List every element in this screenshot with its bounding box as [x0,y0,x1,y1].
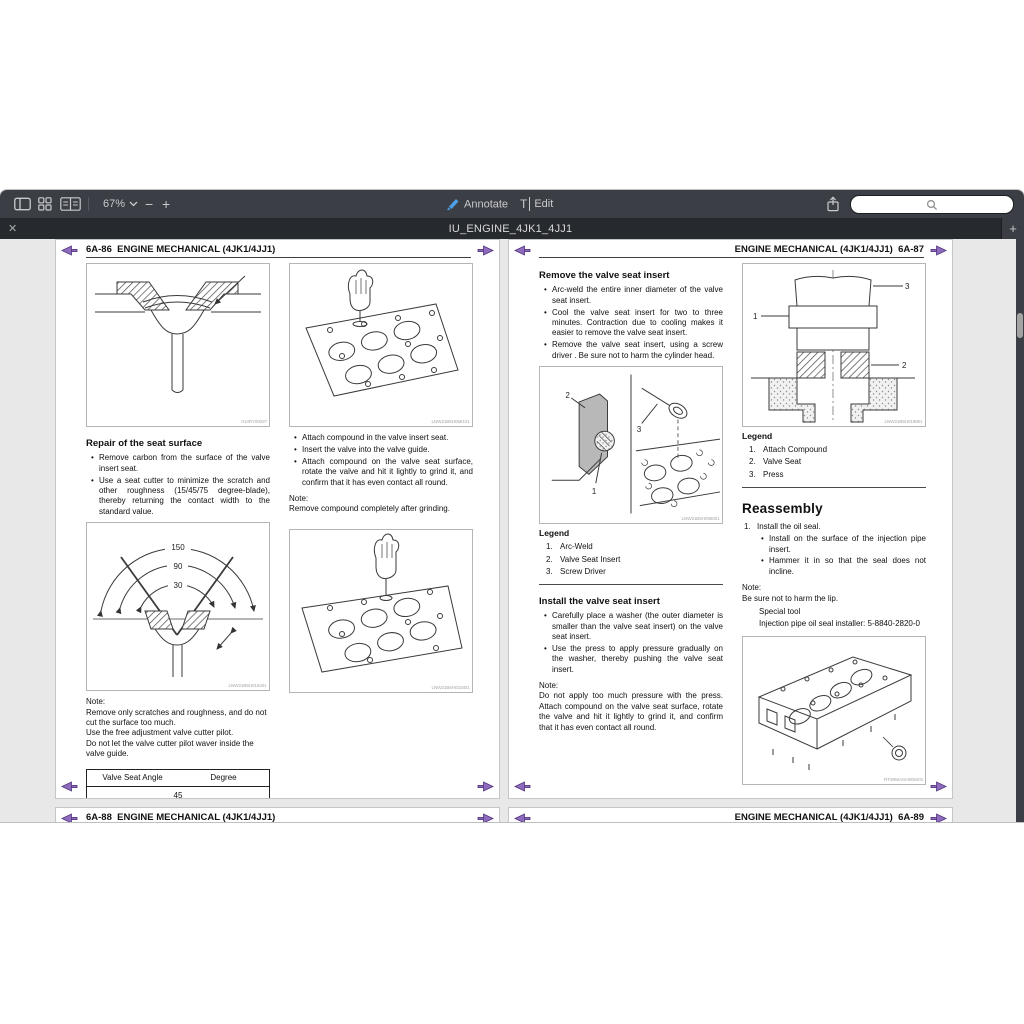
figure-insert-valve [289,263,473,427]
bullet-item: • Attach compound on the valve seat surface, rotate the valve and hit it lightly to grind it, and confirm that it has even contact all round. [289,457,473,488]
note-block: Note: Remove compound completely after grinding. [289,493,450,514]
bullet-item: • Remove the valve seat insert, using a screw driver . Be sure not to harm the cylinder head. [539,340,723,361]
legend-item: 2. Valve Seat Insert [546,554,621,564]
bullet-item: • Arc-weld the entire inner diameter of the valve seat insert. [539,285,723,306]
bullet-item: • Insert the valve into the valve guide. [289,445,473,455]
bullet-item: • Cool the valve seat insert for two to three minutes. Contraction due to cooling makes it easier to remove the valve seat insert. [539,308,723,339]
two-page-icon [60,197,81,211]
nav-arrow-left-icon[interactable] [514,781,531,792]
search-field[interactable] [850,195,1014,214]
toolbar-divider [88,197,89,211]
nav-arrow-left-icon[interactable] [61,245,78,256]
remove-insert-drawing [540,367,722,521]
table-header-cell: Valve Seat Angle [102,773,163,783]
zoom-level-value: 67% [103,198,126,210]
table-header-cell: Degree [210,773,237,783]
tab-bar [0,218,1024,239]
section-title: Install the valve seat insert [539,595,660,607]
nav-arrow-right-icon[interactable] [477,813,494,822]
sidebar-toggle-button[interactable] [14,198,31,211]
figure-cylinder-head [742,636,926,785]
legend-rule [742,487,926,488]
nav-arrow-right-icon[interactable] [477,245,494,256]
figure-label: 1 [753,312,758,321]
nav-arrow-right-icon[interactable] [477,781,494,792]
two-page-view-button[interactable] [60,197,81,211]
bullet-item: • Hammer it in so that the seal does not incline. [756,556,926,577]
page-6a-87 [508,239,953,799]
scrollbar-thumb[interactable] [1017,313,1023,338]
angle-label: 150 [171,543,185,553]
section-title: Remove the valve seat insert [539,270,670,281]
figure-label: 2 [565,391,570,401]
bullet-item: • Carefully place a washer (the outer diameter is smaller than the valve seat insert) on the valve seat insert. [539,611,723,642]
nav-arrow-right-icon[interactable] [930,781,947,792]
zoom-out-button[interactable]: − [145,196,154,212]
legend-item: 2. Valve Seat [749,457,802,467]
legend-title: Legend [742,431,773,441]
figure-code: LNW21B5H016201 [228,683,267,689]
pdf-canvas[interactable] [0,239,1024,822]
text-edit-icon: T [520,197,530,211]
figure-code: LNW21B5H056101 [431,419,470,425]
figure-code: 014RY00027 [241,419,267,425]
zoom-in-button[interactable]: + [162,196,171,212]
annotate-label: Annotate [464,198,509,210]
figure-code: LNW21B5H019801 [884,419,923,425]
scrollbar-track[interactable] [1016,239,1024,822]
insert-valve-drawing [290,264,472,424]
bullet-item: • Remove carbon from the surface of the valve insert seat. [86,453,270,474]
nav-arrow-right-icon[interactable] [930,245,947,256]
grind-valve-drawing [290,530,472,690]
grid-icon [38,197,52,211]
figure-label: 3 [905,282,910,291]
nav-arrow-right-icon[interactable] [930,813,947,822]
nav-arrow-left-icon[interactable] [61,813,78,822]
share-button[interactable] [826,196,840,212]
legend-item: 3. Screw Driver [546,567,606,577]
chevron-down-icon [129,201,138,207]
document-tab-title[interactable]: IU_ENGINE_4JK1_4JJ1 [448,222,573,235]
close-tab-button[interactable]: ✕ [8,223,18,235]
note-block: Note: Do not apply too much pressure with the press. Attach compound on the valve seat surface, rotate the valve and hit it lightly to grind it, and confirm that it has even contact all round. [539,680,723,732]
new-tab-button[interactable]: + [1001,218,1024,239]
edit-button[interactable] [520,197,553,211]
nav-arrow-left-icon[interactable] [61,781,78,792]
table-value-cell: 45 [173,790,183,799]
pen-icon [445,198,460,211]
page-6a-89 [508,807,953,822]
figure-label: 3 [636,425,642,435]
figure-code: RTW56AGH008401 [883,777,923,783]
nav-arrow-left-icon[interactable] [514,813,531,822]
valve-seat-angle-table [86,769,270,799]
figure-label: 1 [591,486,597,496]
legend-item: 1. Attach Compound [749,444,828,454]
numbered-step: 1. Install the oil seal. [744,522,821,532]
valve-seat-section-drawing [87,264,269,424]
page-6a-86 [55,239,500,799]
section-title: Repair of the seat surface [86,438,203,449]
figure-label: 2 [902,361,907,370]
search-icon [926,199,938,211]
page-header: ENGINE MECHANICAL (4JK1/4JJ1) 6A-89 [539,812,924,822]
zoom-level-dropdown[interactable] [103,198,138,210]
toolbar [0,190,1024,218]
annotate-button[interactable] [445,198,508,211]
figure-remove-insert [539,366,723,524]
page-header: ENGINE MECHANICAL (4JK1/4JJ1) 6A-87 [539,244,924,258]
reassembly-title: Reassembly [742,500,823,516]
page-6a-88 [55,807,500,822]
pdf-viewer-window [0,190,1024,822]
press-section-drawing [743,264,925,424]
thumbnail-view-button[interactable] [38,197,52,211]
note-block: Note: Be sure not to harm the lip. [742,583,839,603]
figure-seat-angles [86,522,270,691]
seat-angle-drawing [87,523,269,688]
bullet-item: • Attach compound in the valve insert seat. [289,433,473,443]
bullet-item: • Use a seat cutter to minimize the scratch and other roughness (15/45/75 degree-blade), thereby returning the contact width to the standard value. [86,476,270,518]
angle-label: 30 [173,581,183,591]
share-icon [826,196,840,212]
nav-arrow-left-icon[interactable] [514,245,531,256]
special-tool-block: Special tool Injection pipe oil seal installer: 5-8840-2820-0 [759,607,920,629]
page-header: 6A-86 ENGINE MECHANICAL (4JK1/4JJ1) [86,244,471,258]
legend-item: 3. Press [749,470,784,480]
figure-code: LNW21B5H058001 [681,516,720,522]
legend-item: 1. Arc-Weld [546,541,593,551]
note-block: Note: Remove only scratches and roughness, and do not cut the surface too much. Use the free adjustment valve cutter pilot. Do not let the valve cutter pilot waver inside the valve guide. [86,697,267,759]
bullet-item: • Install on the surface of the injection pipe insert. [756,534,926,555]
legend-title: Legend [539,528,570,539]
edit-label: Edit [534,198,554,210]
figure-valve-seat-section [86,263,270,427]
figure-grind-valve [289,529,473,693]
figure-press-section [742,263,926,427]
page-header: 6A-88 ENGINE MECHANICAL (4JK1/4JJ1) [86,812,471,822]
cylinder-head-drawing [743,637,925,782]
figure-code: LNW21B5H031801 [431,685,470,691]
legend-rule [539,584,723,585]
angle-label: 90 [173,562,183,572]
sidebar-icon [14,198,31,211]
bullet-item: • Use the press to apply pressure gradually on the washer, thereby pushing the valve seat insert. [539,644,723,675]
